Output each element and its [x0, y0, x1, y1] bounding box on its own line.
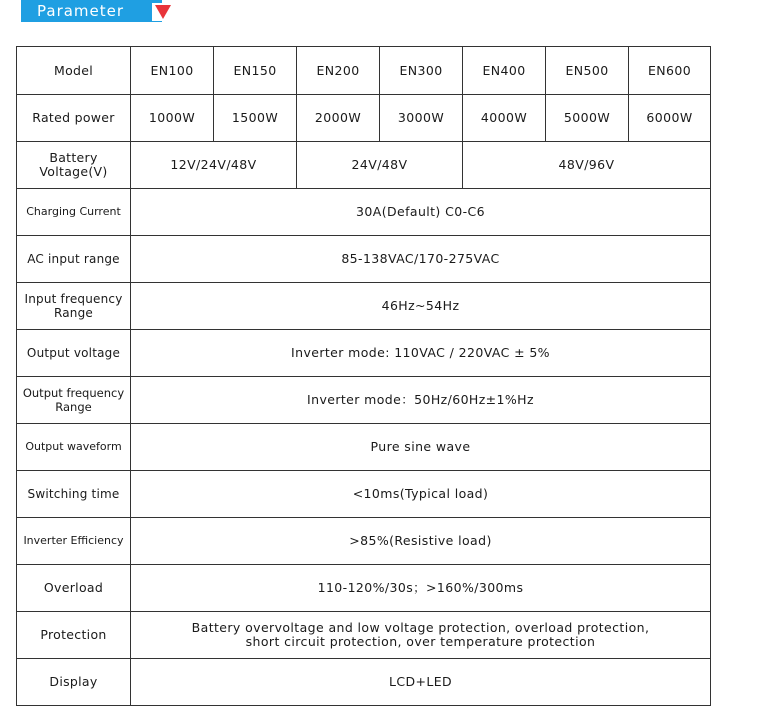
- input-frequency-value: 46Hz~54Hz: [131, 283, 711, 330]
- charging-current-value: 30A(Default) C0-C6: [131, 189, 711, 236]
- charging-current-row: [17, 189, 711, 236]
- battery-voltage-label: [17, 142, 131, 189]
- output-frequency-label-line-1: Output frequency: [22, 386, 125, 400]
- protection-label: Protection: [17, 612, 131, 659]
- power-cell: 5000W: [546, 95, 629, 142]
- input-frequency-label: [17, 283, 131, 330]
- ac-input-range-value: 85-138VAC/170-275VAC: [131, 236, 711, 283]
- power-cell: 4000W: [463, 95, 546, 142]
- model-cell: EN300: [380, 47, 463, 95]
- output-frequency-value: Inverter mode：50Hz/60Hz±1%Hz: [131, 377, 711, 424]
- power-cell: 3000W: [380, 95, 463, 142]
- power-cell: 2000W: [297, 95, 380, 142]
- inverter-efficiency-row: [17, 518, 711, 565]
- inverter-efficiency-value: >85%(Resistive load): [131, 518, 711, 565]
- parameter-title: Parameter: [37, 2, 125, 20]
- display-label: Display: [17, 659, 131, 706]
- model-cell: EN150: [214, 47, 297, 95]
- protection-row: [17, 612, 711, 659]
- overload-label: Overload: [17, 565, 131, 612]
- switching-time-row: [17, 471, 711, 518]
- model-row: [17, 47, 711, 95]
- power-cell: 6000W: [629, 95, 711, 142]
- model-cell: EN600: [629, 47, 711, 95]
- rated-power-row: [17, 95, 711, 142]
- battery-voltage-cell: 24V/48V: [297, 142, 463, 189]
- output-frequency-label: [17, 377, 131, 424]
- display-value: LCD+LED: [131, 659, 711, 706]
- triangle-down-icon-box: [152, 3, 174, 21]
- battery-label-line-2: Voltage(V): [39, 164, 108, 179]
- model-cell: EN200: [297, 47, 380, 95]
- battery-voltage-row: [17, 142, 711, 189]
- output-frequency-row: [17, 377, 711, 424]
- protection-line-1: Battery overvoltage and low voltage protection, overload protection,: [191, 620, 650, 635]
- triangle-down-icon: [154, 4, 172, 20]
- output-voltage-row: [17, 330, 711, 377]
- output-voltage-label: Output voltage: [17, 330, 131, 377]
- output-waveform-label: Output waveform: [17, 424, 131, 471]
- output-waveform-row: [17, 424, 711, 471]
- battery-label-line-1: Battery: [49, 150, 98, 165]
- input-frequency-label-line-2: Range: [53, 306, 94, 320]
- power-cell: 1000W: [131, 95, 214, 142]
- battery-voltage-cell: 48V/96V: [463, 142, 711, 189]
- input-frequency-row: [17, 283, 711, 330]
- switching-time-label: Switching time: [17, 471, 131, 518]
- display-row: [17, 659, 711, 706]
- power-cell: 1500W: [214, 95, 297, 142]
- output-frequency-label-line-2: Range: [55, 400, 92, 414]
- output-waveform-value: Pure sine wave: [131, 424, 711, 471]
- protection-line-2: short circuit protection, over temperature protection: [245, 634, 596, 649]
- model-cell: EN400: [463, 47, 546, 95]
- model-label: Model: [17, 47, 131, 95]
- charging-current-label: Charging Current: [17, 189, 131, 236]
- switching-time-value: <10ms(Typical load): [131, 471, 711, 518]
- protection-value: [131, 612, 711, 659]
- overload-value: 110-120%/30s；>160%/300ms: [131, 565, 711, 612]
- battery-voltage-cell: 12V/24V/48V: [131, 142, 297, 189]
- model-cell: EN500: [546, 47, 629, 95]
- output-voltage-value: Inverter mode: 110VAC / 220VAC ± 5%: [131, 330, 711, 377]
- ac-input-range-label: AC input range: [17, 236, 131, 283]
- ac-input-range-row: [17, 236, 711, 283]
- rated-power-label: Rated power: [17, 95, 131, 142]
- model-cell: EN100: [131, 47, 214, 95]
- input-frequency-label-line-1: Input frequency: [24, 292, 123, 306]
- spec-table: [16, 46, 711, 706]
- parameter-header: [21, 0, 162, 22]
- overload-row: [17, 565, 711, 612]
- inverter-efficiency-label: Inverter Efficiency: [17, 518, 131, 565]
